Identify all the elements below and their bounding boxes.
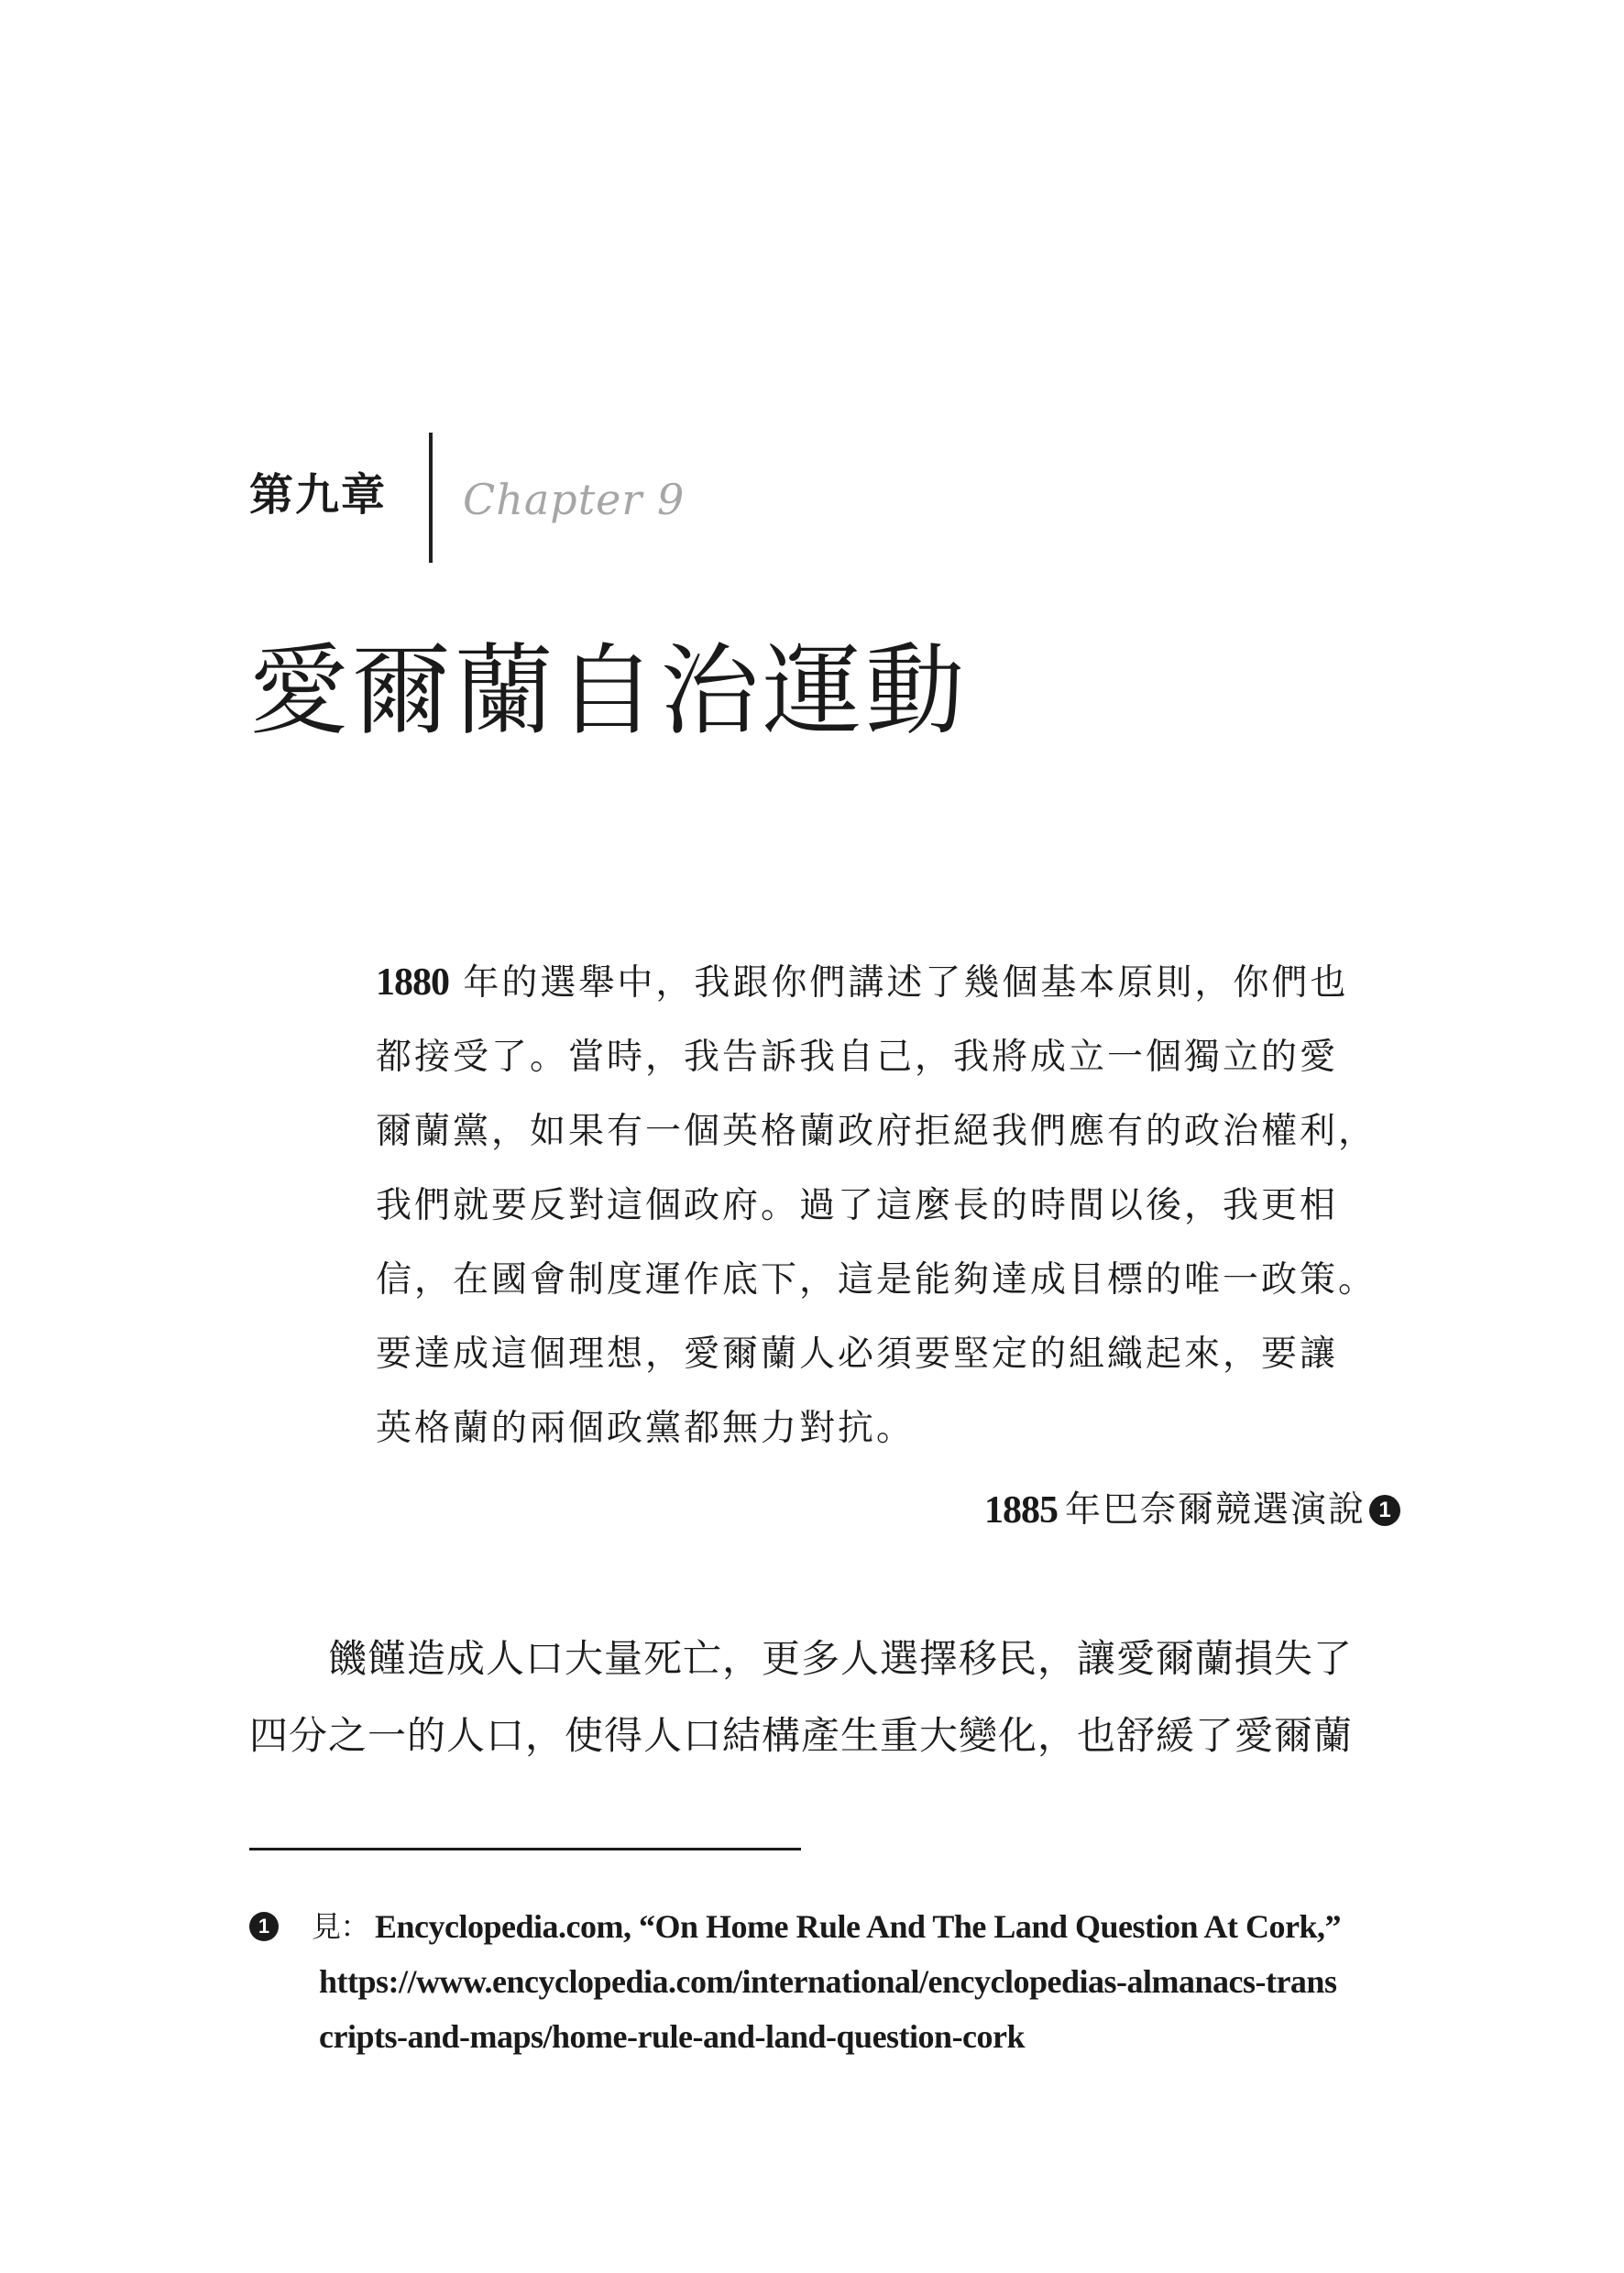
- epigraph-line: [376, 1169, 1402, 1243]
- footnote: [249, 1899, 1413, 2064]
- epigraph-text: 信，在國會制度運作底下，這是能夠達成目標的唯一政策。: [376, 1259, 1377, 1301]
- year-number: 1880: [376, 961, 449, 1004]
- epigraph-line: [376, 1391, 1402, 1466]
- epigraph-text: 都接受了。當時，我告訴我自己，我將成立一個獨立的愛: [376, 1037, 1339, 1078]
- epigraph-line: [376, 1020, 1402, 1094]
- epigraph-text: 要達成這個理想，愛爾蘭人必須要堅定的組織起來，要讓: [376, 1334, 1339, 1375]
- chapter-number-en: Chapter 9: [463, 475, 686, 524]
- epigraph-line: [376, 1094, 1402, 1169]
- epigraph-attribution: [984, 1483, 1400, 1538]
- epigraph-line: [376, 1243, 1402, 1317]
- epigraph-text: 年的選舉中，我跟你們講述了幾個基本原則，你們也: [449, 962, 1349, 1004]
- chapter-divider: [429, 433, 433, 563]
- body-line: 四分之一的人口，使得人口結構產生重大變化，也舒緩了愛爾蘭: [249, 1713, 1354, 1758]
- attribution-text: 年巴奈爾競選演說: [1064, 1489, 1366, 1531]
- epigraph-text: 爾蘭黨，如果有一個英格蘭政府拒絕我們應有的政治權利，: [376, 1111, 1377, 1152]
- epigraph-text: 英格蘭的兩個政黨都無力對抗。: [376, 1408, 916, 1449]
- epigraph-text: 我們就要反對這個政府。過了這麼長的時間以後，我更相: [376, 1185, 1339, 1226]
- epigraph-line: [376, 946, 1402, 1020]
- footnote-ref-icon[interactable]: 1: [1369, 1495, 1400, 1526]
- footnote-number-icon: 1: [249, 1912, 279, 1941]
- chapter-title: 愛爾蘭自治運動: [249, 634, 969, 749]
- year-number: 1885: [983, 1489, 1058, 1532]
- footnote-line: [249, 1899, 1413, 1954]
- epigraph-quote: [376, 946, 1402, 1466]
- footnote-url-line[interactable]: cripts-and-maps/home-rule-and-land-question-cork: [319, 2018, 1026, 2055]
- chapter-number-zh: 第九章: [249, 469, 388, 521]
- footnote-separator: [249, 1848, 801, 1850]
- footnote-see-label: 見：: [312, 1909, 370, 1944]
- body-paragraph: [249, 1620, 1404, 1774]
- footnote-citation: Encyclopedia.com, “On Home Rule And The Land Question At Cork,”: [375, 1908, 1341, 1945]
- footnote-url-line[interactable]: https://www.encyclopedia.com/international/encyclopedias-almanacs-trans: [319, 1963, 1337, 2000]
- body-line: 饑饉造成人口大量死亡，更多人選擇移民，讓愛爾蘭損失了: [328, 1636, 1354, 1681]
- epigraph-line: [376, 1317, 1402, 1391]
